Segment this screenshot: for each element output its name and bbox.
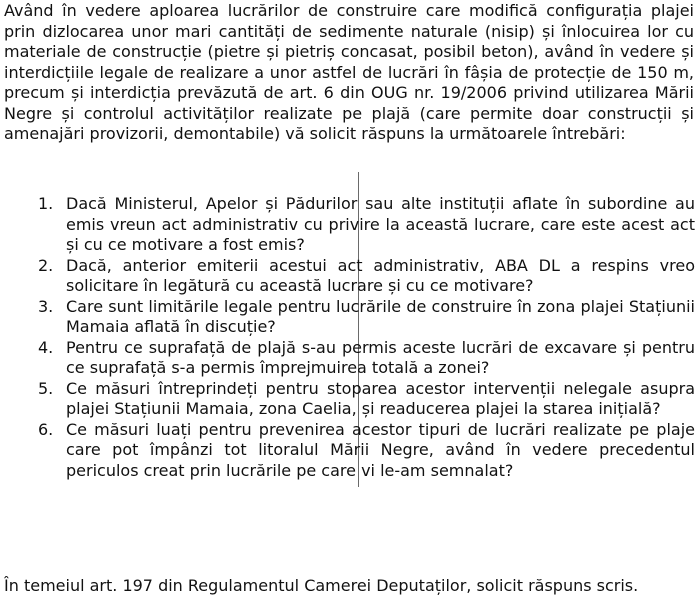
closing-statement: În temeiul art. 197 din Regulamentul Camerei Deputaților, solicit răspuns scris.: [4, 576, 639, 595]
question-item: [30, 338, 695, 379]
question-item: [30, 256, 695, 297]
question-number: 6.: [38, 419, 54, 439]
question-number: 2.: [38, 255, 54, 275]
question-number: 3.: [38, 296, 54, 316]
question-text: Dacă Ministerul, Apelor și Pădurilor sau alte instituții aflate în subordine au emis vreun act administrativ cu privire la această lucrare, care este acest act și cu ce motivare a fost emis?: [66, 194, 695, 254]
question-item: [30, 194, 695, 256]
question-text: Care sunt limitările legale pentru lucrările de construire în zona plajei Stațiunii Mamaia aflată în discuție?: [66, 296, 695, 336]
question-number: 5.: [38, 378, 54, 398]
question-text: Ce măsuri întreprindeți pentru stoparea acestor intervenții nelegale asupra plajei Stațiunii Mamaia, zona Caelia, și readucerea plajei la starea inițială?: [66, 378, 695, 418]
question-text: Dacă, anterior emiterii acestui act administrativ, ABA DL a respins vreo solicitare în legătură cu această lucrare și cu ce motivare?: [66, 255, 695, 295]
question-number: 1.: [38, 194, 54, 213]
question-item: [30, 379, 695, 420]
question-item: [30, 297, 695, 338]
intro-paragraph: Având în vedere aploarea lucrărilor de construire care modifică configurația plajei prin dizlocarea unor mari cantități de sedimente naturale (nisip) și înlocuirea lor cu materiale de construcție (pietre și pietriș concasat, posibil beton), având în vedere și interdicțiile legale de realizare a unor astfel de lucrări în fâșia de protecție de 150 m, precum și interdicția prevăzută de art. 6 din OUG nr. 19/2006 privind utilizarea Mării Negre și controlul activităților realizate pe plajă (care permite doar construcții și amenajări provizorii, demontabile) vă solicit răspuns la următoarele întrebări:: [4, 1, 694, 143]
question-item: [30, 420, 695, 482]
questions-list: [30, 194, 695, 481]
question-number: 4.: [38, 337, 54, 357]
question-text: Pentru ce suprafață de plajă s-au permis aceste lucrări de excavare și pentru ce suprafață s-a permis împrejmuirea totală a zonei?: [66, 337, 695, 377]
question-text: Ce măsuri luați pentru prevenirea acestor tipuri de lucrări realizate pe plaje care pot împânzi tot litoralul Mării Negre, având în vedere precedentul periculos creat prin lucrările pe care vi le-am semnalat?: [66, 419, 695, 480]
